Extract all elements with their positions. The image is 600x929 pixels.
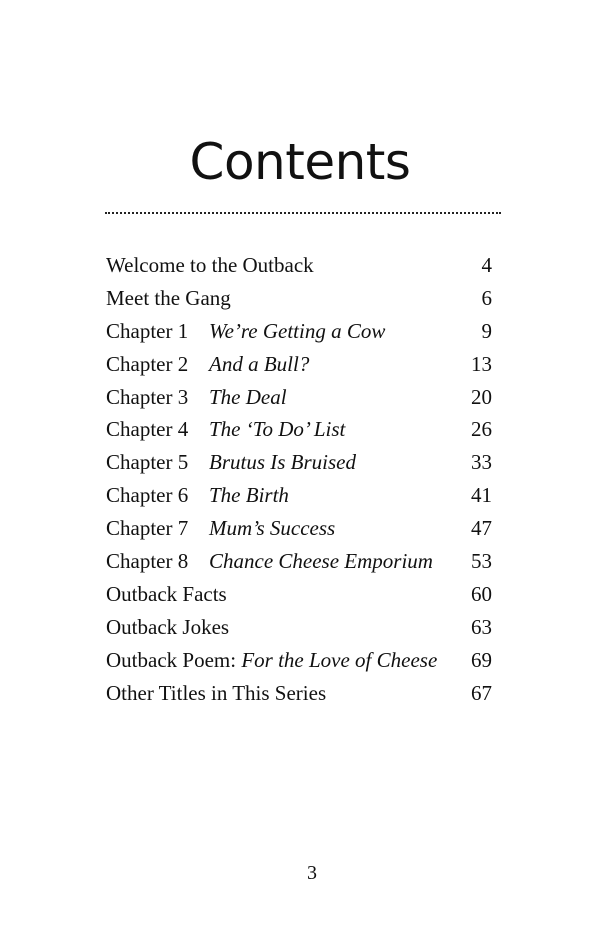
- toc-chapter-number: Chapter 7: [106, 516, 189, 541]
- toc-chapter-title: And a Bull?: [209, 351, 310, 376]
- table-of-contents: [106, 250, 492, 710]
- toc-chapter-title: We’re Getting a Cow: [209, 318, 386, 343]
- toc-entry-chapter-7[interactable]: [106, 513, 492, 546]
- toc-entry-prefix: Outback Poem:: [106, 647, 242, 672]
- toc-chapter-title: Chance Cheese Emporium: [209, 549, 433, 574]
- toc-entry-page: 20: [471, 384, 492, 409]
- toc-entry-label: [106, 645, 437, 675]
- toc-entry-outback-jokes[interactable]: [106, 612, 492, 645]
- toc-entry-page: 63: [471, 614, 492, 639]
- toc-entry-chapter-1[interactable]: [106, 316, 492, 349]
- toc-entry-page: 53: [471, 549, 492, 574]
- toc-entry-chapter-2[interactable]: [106, 349, 492, 382]
- toc-entry-label: Welcome to the Outback: [106, 253, 314, 277]
- toc-entry-page: 67: [471, 680, 492, 705]
- toc-entry-page: 60: [471, 581, 492, 606]
- toc-entry-page: 9: [481, 318, 492, 343]
- toc-entry-page: 41: [471, 483, 492, 508]
- toc-entry-label: Other Titles in This Series: [106, 680, 327, 705]
- page-number: 3: [307, 862, 317, 884]
- toc-chapter-number: Chapter 4: [106, 417, 189, 442]
- toc-chapter-number: Chapter 1: [106, 318, 189, 343]
- toc-entry-outback-facts[interactable]: [106, 579, 492, 612]
- toc-chapter-title: The Birth: [209, 483, 289, 508]
- toc-entry-chapter-3[interactable]: [106, 382, 492, 415]
- toc-entry-chapter-8[interactable]: [106, 546, 492, 579]
- toc-entry-page: 69: [471, 647, 492, 672]
- toc-chapter-title: The Deal: [209, 384, 287, 409]
- toc-entry-chapter-6[interactable]: [106, 480, 492, 513]
- toc-entry-label: Outback Facts: [106, 581, 227, 606]
- toc-entry-page: 33: [471, 450, 492, 475]
- toc-chapter-number: Chapter 6: [106, 483, 189, 508]
- toc-chapter-title: The ‘To Do’ List: [209, 417, 346, 442]
- toc-entry-meet-the-gang[interactable]: [106, 283, 492, 316]
- toc-entry-outback-poem[interactable]: [106, 645, 492, 678]
- toc-entry-page: 4: [481, 253, 492, 277]
- toc-entry-title: For the Love of Cheese: [241, 647, 438, 672]
- toc-entry-page: 26: [471, 417, 492, 442]
- toc-entry-chapter-5[interactable]: [106, 447, 492, 480]
- page-title: Contents: [189, 133, 411, 191]
- toc-chapter-title: Brutus Is Bruised: [209, 450, 356, 475]
- toc-entry-other-titles[interactable]: [106, 678, 492, 711]
- toc-entry-page: 13: [471, 351, 492, 376]
- dotted-divider: [105, 212, 501, 214]
- toc-chapter-number: Chapter 5: [106, 450, 189, 475]
- toc-entry-chapter-4[interactable]: [106, 414, 492, 447]
- toc-chapter-number: Chapter 2: [106, 351, 189, 376]
- toc-chapter-number: Chapter 3: [106, 384, 189, 409]
- toc-chapter-number: Chapter 8: [106, 549, 189, 574]
- toc-entry-label: Outback Jokes: [106, 614, 230, 639]
- toc-entry-page: 47: [471, 516, 492, 541]
- toc-entry-welcome[interactable]: [106, 250, 492, 283]
- toc-chapter-title: Mum’s Success: [209, 516, 336, 541]
- toc-entry-label: Meet the Gang: [106, 285, 231, 310]
- toc-entry-page: 6: [481, 285, 492, 310]
